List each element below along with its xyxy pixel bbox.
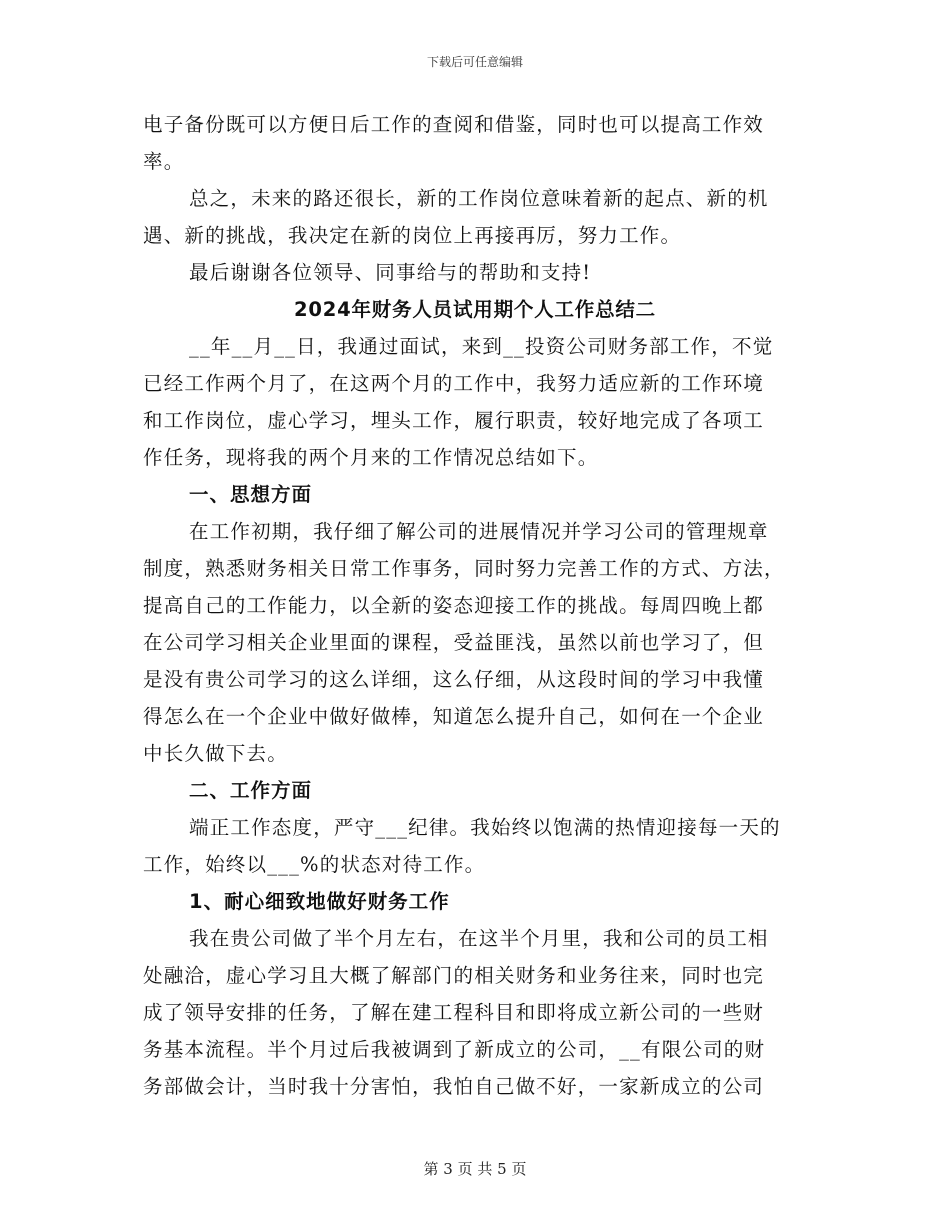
body-line: 总之，未来的路还很长，新的工作岗位意味着新的起点、新的机 — [189, 187, 769, 210]
heading-thinking: 一、思想方面 — [189, 483, 313, 506]
body-line: 处融洽，虚心学习且大概了解部门的相关财务和业务往来，同时也完 — [143, 964, 765, 987]
body-line: 工作，始终以___%的状态对待工作。 — [143, 853, 486, 876]
body-line: 在公司学习相关企业里面的课程，受益匪浅，虽然以前也学习了，但 — [143, 631, 765, 654]
body-line: 最后谢谢各位领导、同事给与的帮助和支持! — [189, 261, 592, 284]
body-line: 率。 — [143, 150, 185, 173]
body-line: 作任务，现将我的两个月来的工作情况总结如下。 — [143, 446, 599, 469]
body-line: 已经工作两个月了，在这两个月的工作中，我努力适应新的工作环境 — [143, 372, 765, 395]
body-line: 端正工作态度，严守___纪律。我始终以饱满的热情迎接每一天的 — [189, 816, 781, 839]
body-line: 务部做会计，当时我十分害怕，我怕自己做不好，一家新成立的公司 — [143, 1075, 765, 1098]
heading-finance-work: 1、耐心细致地做好财务工作 — [189, 890, 450, 913]
body-line: __年__月__日，我通过面试，来到__投资公司财务部工作，不觉 — [189, 335, 774, 358]
body-line: 中长久做下去。 — [143, 742, 288, 765]
body-line: 务基本流程。半个月过后我被调到了新成立的公司，__有限公司的财 — [143, 1038, 766, 1061]
body-line: 得怎么在一个企业中做好做棒，知道怎么提升自己，如何在一个企业 — [143, 705, 765, 728]
body-line: 成了领导安排的任务，了解在建工程科目和即将成立新公司的一些财 — [143, 1001, 765, 1024]
section-title: 2024年财务人员试用期个人工作总结二 — [294, 298, 656, 321]
body-line: 我在贵公司做了半个月左右，在这半个月里，我和公司的员工相 — [189, 927, 769, 950]
body-line: 是没有贵公司学习的这么详细，这么仔细，从这段时间的学习中我懂 — [143, 668, 765, 691]
page-number-footer: 第 3 页 共 5 页 — [423, 1160, 527, 1178]
page-header-note: 下载后可任意编辑 — [426, 55, 523, 69]
document-body — [143, 106, 807, 1105]
body-line: 和工作岗位，虚心学习，埋头工作，履行职责，较好地完成了各项工 — [143, 409, 765, 432]
body-line: 在工作初期，我仔细了解公司的进展情况并学习公司的管理规章 — [189, 520, 769, 543]
heading-work: 二、工作方面 — [189, 779, 313, 802]
body-line: 电子备份既可以方便日后工作的查阅和借鉴，同时也可以提高工作效 — [143, 113, 765, 136]
body-line: 遇、新的挑战，我决定在新的岗位上再接再厉，努力工作。 — [143, 224, 682, 247]
body-line: 提高自己的工作能力，以全新的姿态迎接工作的挑战。每周四晚上都 — [143, 594, 765, 617]
body-line: 制度，熟悉财务相关日常工作事务，同时努力完善工作的方式、方法， — [143, 557, 785, 580]
